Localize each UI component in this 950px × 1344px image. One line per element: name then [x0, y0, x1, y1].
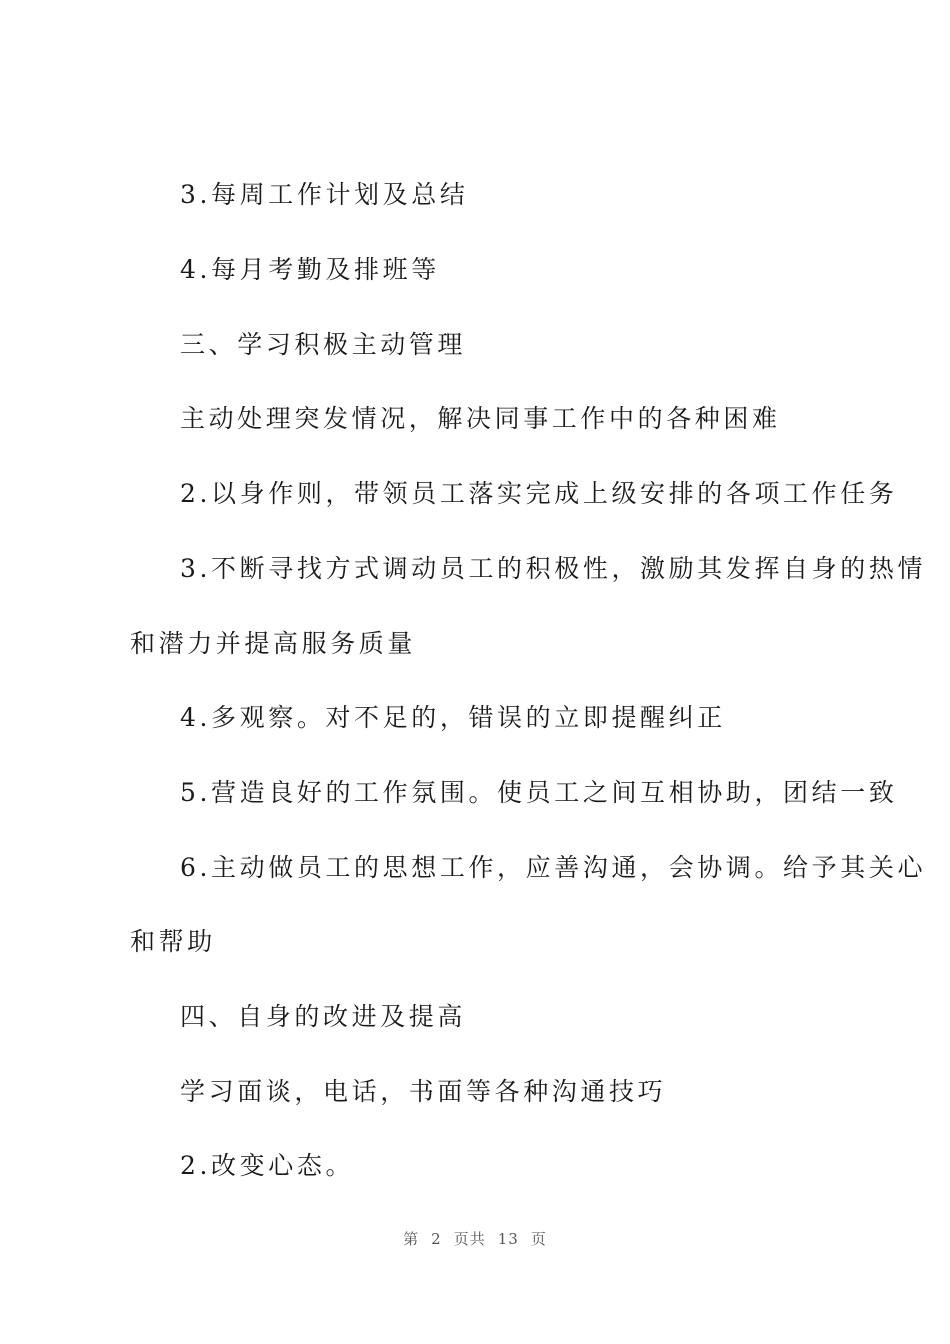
footer-suffix: 页: [530, 1230, 547, 1248]
text-line-8: 4.多观察。对不足的，错误的立即提醒纠正: [180, 703, 726, 732]
text-line-13: 学习面谈，电话，书面等各种沟通技巧: [180, 1077, 667, 1106]
text-line-11: 和帮助: [130, 927, 216, 956]
text-line-1: 3.每周工作计划及总结: [180, 180, 469, 209]
text-line-9: 5.营造良好的工作氛围。使员工之间互相协助，团结一致: [180, 778, 898, 807]
page-footer: [0, 1228, 950, 1250]
footer-page-number: 2: [431, 1230, 442, 1248]
footer-middle: 页共: [453, 1230, 486, 1248]
footer-prefix: 第: [403, 1230, 420, 1248]
text-line-14: 2.改变心态。: [180, 1151, 355, 1180]
footer-total-pages: 13: [497, 1230, 519, 1248]
text-line-6: 3.不断寻找方式调动员工的积极性，激励其发挥自身的热情: [180, 554, 927, 583]
text-line-10: 6.主动做员工的思想工作，应善沟通，会协调。给予其关心: [180, 853, 927, 882]
section-heading-3: 三、学习积极主动管理: [180, 330, 467, 359]
text-line-4: 主动处理突发情况，解决同事工作中的各种困难: [180, 404, 781, 433]
section-heading-4: 四、自身的改进及提高: [180, 1002, 467, 1031]
text-line-2: 4.每月考勤及排班等: [180, 255, 440, 284]
text-line-7: 和潜力并提高服务质量: [130, 629, 417, 658]
text-line-5: 2.以身作则，带领员工落实完成上级安排的各项工作任务: [180, 479, 898, 508]
